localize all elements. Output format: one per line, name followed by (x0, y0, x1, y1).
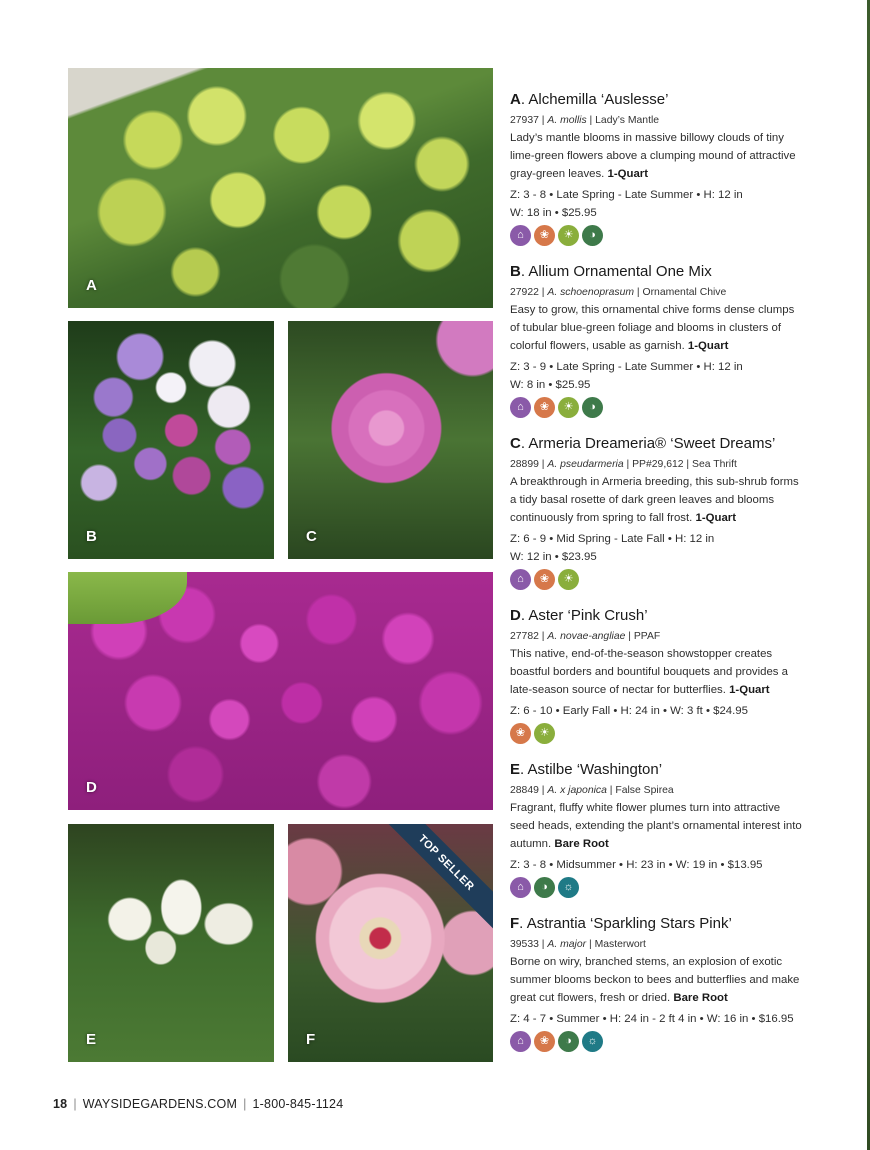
photo-alchemilla (68, 68, 493, 308)
sun-icon: ☀ (558, 225, 579, 246)
photo-armeria (288, 321, 493, 559)
part-shade-icon: ◑ (558, 1031, 579, 1052)
bee-icon: ❀ (534, 1031, 555, 1052)
product-meta: 27922 | A. schoenoprasum | Ornamental Chive (510, 287, 727, 298)
product-title: B. Allium Ornamental One Mix (510, 263, 712, 280)
photo-astrantia (288, 824, 493, 1062)
shade-icon: ☼ (558, 877, 579, 898)
product-description: Fragrant, fluffy white flower plumes turn into attractive seed heads, extending the plant’s ornamental interest into autumn. Bare Root (510, 802, 802, 851)
page-footer: 18 | WAYSIDEGARDENS.COM | 1-800-845-1124 (53, 1097, 344, 1111)
sun-icon: ☀ (558, 397, 579, 418)
product-meta: 27782 | A. novae-angliae | PPAF (510, 631, 661, 642)
attribute-icons (510, 569, 806, 590)
top-seller-banner: TOP SELLER (377, 824, 493, 932)
phone-number: 1-800-845-1124 (252, 1097, 344, 1111)
attribute-icons (510, 723, 806, 744)
product-specs: Z: 4 - 7 • Summer • H: 24 in - 2 ft 4 in • W: 16 in • $16.95 (510, 1012, 794, 1025)
product-description: Borne on wiry, branched stems, an explosion of exotic summer blooms beckon to bees and butterflies and make great cut flowers, fresh or dried. Bare Root (510, 956, 800, 1005)
product-f (510, 914, 806, 1052)
product-b (510, 262, 806, 418)
pot-icon: ⌂ (510, 877, 531, 898)
pot-icon: ⌂ (510, 225, 531, 246)
product-specs: Z: 3 - 8 • Midsummer • H: 23 in • W: 19 in • $13.95 (510, 858, 763, 871)
product-title: C. Armeria Dreameria® ‘Sweet Dreams’ (510, 435, 776, 452)
pot-icon: ⌂ (510, 569, 531, 590)
product-description: A breakthrough in Armeria breeding, this sub-shrub forms a tidy basal rosette of dark green leaves and blooms continuously from spring to fall frost. 1-Quart (510, 476, 799, 525)
product-a (510, 90, 806, 246)
attribute-icons (510, 397, 806, 418)
attribute-icons (510, 1031, 806, 1052)
product-meta: 39533 | A. major | Masterwort (510, 939, 646, 950)
pot-icon: ⌂ (510, 1031, 531, 1052)
product-specs: Z: 6 - 10 • Early Fall • H: 24 in • W: 3 ft • $24.95 (510, 704, 748, 717)
product-meta: 27937 | A. mollis | Lady’s Mantle (510, 115, 660, 126)
photo-letter: F (306, 1031, 316, 1048)
shade-icon: ☼ (582, 1031, 603, 1052)
product-specs: Z: 3 - 9 • Late Spring - Late Summer • H: 12 in W: 8 in • $25.95 (510, 360, 743, 391)
attribute-icons (510, 225, 806, 246)
part-shade-icon: ◑ (582, 225, 603, 246)
part-shade-icon: ◑ (582, 397, 603, 418)
photo-letter: B (86, 528, 97, 545)
page-number: 18 (53, 1097, 68, 1111)
product-description: This native, end-of-the-season showstopper creates boastful borders and bountiful bouquets and provides a late-season source of nectar for butterflies. 1-Quart (510, 648, 789, 697)
sun-icon: ☀ (558, 569, 579, 590)
photo-letter: D (86, 779, 97, 796)
bee-icon: ❀ (534, 397, 555, 418)
product-title: F. Astrantia ‘Sparkling Stars Pink’ (510, 915, 732, 932)
bee-icon: ❀ (534, 569, 555, 590)
product-title: A. Alchemilla ‘Auslesse’ (510, 91, 669, 108)
photo-allium (68, 321, 274, 559)
product-d (510, 606, 806, 744)
product-meta: 28899 | A. pseudarmeria | PP#29,612 | Sea Thrift (510, 459, 737, 470)
photo-aster (68, 572, 493, 810)
product-specs: Z: 6 - 9 • Mid Spring - Late Fall • H: 12 in W: 12 in • $23.95 (510, 532, 715, 563)
product-title: E. Astilbe ‘Washington’ (510, 761, 663, 778)
pot-icon: ⌂ (510, 397, 531, 418)
product-c (510, 434, 806, 590)
bee-icon: ❀ (534, 225, 555, 246)
photo-letter: A (86, 277, 97, 294)
photo-astilbe (68, 824, 274, 1062)
attribute-icons (510, 877, 806, 898)
product-meta: 28849 | A. x japonica | False Spirea (510, 785, 674, 796)
product-title: D. Aster ‘Pink Crush’ (510, 607, 648, 624)
product-description: Easy to grow, this ornamental chive forms dense clumps of tubular blue-green foliage and blooms in clusters of colorful flowers, usable as garnish. 1-Quart (510, 304, 795, 353)
product-e (510, 760, 806, 898)
product-description: Lady’s mantle blooms in massive billowy clouds of tiny lime-green flowers above a clumping mound of attractive gray-green leaves. 1-Quart (510, 132, 796, 181)
website-link[interactable]: WAYSIDEGARDENS.COM (82, 1097, 238, 1111)
photo-letter: E (86, 1031, 97, 1048)
product-specs: Z: 3 - 8 • Late Spring - Late Summer • H: 12 in W: 18 in • $25.95 (510, 188, 743, 219)
sun-icon: ☀ (534, 723, 555, 744)
part-shade-icon: ◑ (534, 877, 555, 898)
bee-icon: ❀ (510, 723, 531, 744)
photo-letter: C (306, 528, 317, 545)
